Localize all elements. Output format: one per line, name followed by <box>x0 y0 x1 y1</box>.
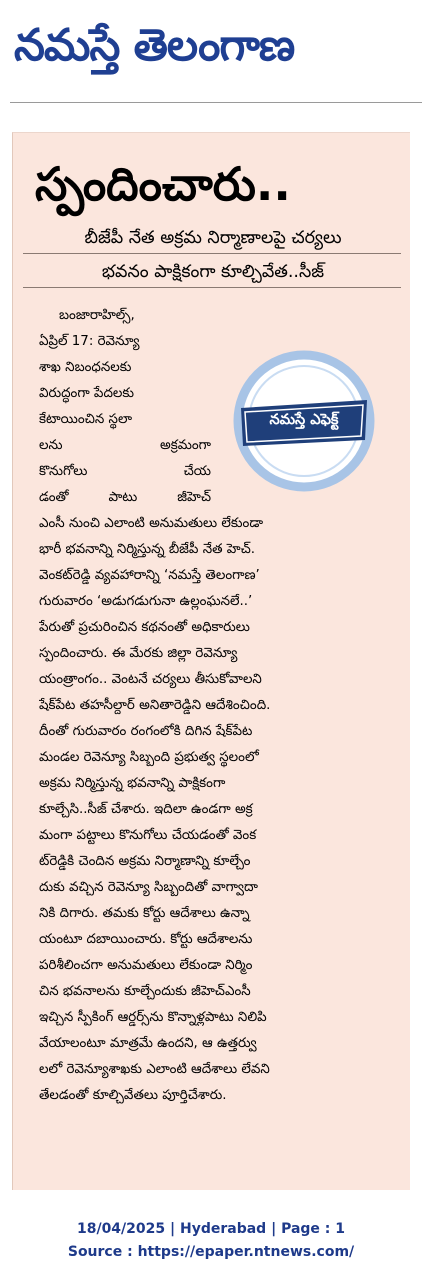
body-line: పరిశీలించగా అనుమతులు లేకుండా నిర్మిం <box>39 958 253 973</box>
body-line: లను అక్రమంగా <box>39 438 211 453</box>
footer-city: Hyderabad <box>180 1221 267 1237</box>
masthead <box>0 0 422 104</box>
body-line: గురువారం ‘అడుగడుగునా ఉల్లంఘనలే..’ <box>39 594 253 609</box>
masthead-divider <box>10 102 422 103</box>
body-line: శాఖ నిబంధనలకు <box>39 360 132 375</box>
body-line: మండల రెవెన్యూ సిబ్బంది ప్రభుత్వ స్థలంలో <box>39 750 259 765</box>
body-line: పేరుతో ప్రచురించిన కథనంతో అధికారులు <box>39 620 250 635</box>
footer-edition-info <box>0 1218 422 1240</box>
article-headline: స్పందించారు.. <box>35 157 291 211</box>
emblem-label: నమస్తే ఎఫెక్ట్ <box>269 412 339 428</box>
article-subhead-1: బీజేపీ నేత అక్రమ నిర్మాణాలపై చర్యలు <box>84 228 342 248</box>
footer-page: Page : 1 <box>281 1221 346 1237</box>
body-line: యంటూ దబాయించారు. కోర్టు ఆదేశాలను <box>39 932 253 947</box>
body-line: ఇచ్చిన స్పీకింగ్ ఆర్డర్స్‌ను కొన్నాళ్లపాటు నిలిపి <box>39 1010 267 1025</box>
newspaper-logo: నమస్తే తెలంగాణ <box>14 20 295 71</box>
news-article <box>12 132 410 1190</box>
namaste-effect-emblem <box>231 348 377 494</box>
footer-separator: | <box>266 1221 282 1237</box>
body-line: లలో రెవెన్యూశాఖకు ఎలాంటి ఆదేశాలు లేవని <box>39 1062 270 1077</box>
body-line: విరుద్ధంగా పేదలకు <box>39 386 135 401</box>
body-line: భారీ భవనాన్ని నిర్మిస్తున్న బీజేపీ నేత హెచ్. <box>39 542 256 557</box>
body-line: ఎంసీ నుంచి ఎలాంటి అనుమతులు లేకుండా <box>39 516 263 531</box>
body-line: స్పందించారు. ఈ మేరకు జిల్లా రెవెన్యూ <box>39 646 238 661</box>
body-line: నికి దిగారు. తమకు కోర్టు ఆదేశాలు ఉన్నా <box>39 906 250 921</box>
body-line: కూల్చేసి..సీజ్ చేశారు. ఇదిలా ఉండగా అక్ర <box>39 802 253 817</box>
footer-source <box>0 1241 422 1263</box>
body-line: తేలడంతో కూల్చివేతలు పూర్తిచేశారు. <box>39 1088 227 1103</box>
body-line: మంగా పట్టాలు కొనుగోలు చేయడంతో వెంక <box>39 828 257 843</box>
subhead-divider <box>23 287 401 288</box>
body-line: ఏప్రిల్ 17: రెవెన్యూ <box>39 334 140 349</box>
subhead-divider <box>23 253 401 254</box>
body-line: వెంకట్‌రెడ్డి వ్యవహారాన్ని ‘నమస్తే తెలంగాణ’ <box>39 568 260 583</box>
article-subhead-2: భవనం పాక్షికంగా కూల్చివేత..సీజ్ <box>101 262 325 282</box>
body-line: బంజారాహిల్స్, <box>59 308 135 323</box>
body-line: షేక్‌పేట తహసీల్దార్ అనితారెడ్డిని ఆదేశించింది. <box>39 698 271 713</box>
body-line: చిన భవనాలను కూల్చేందుకు జీహెచ్‌ఎంసీ <box>39 984 251 999</box>
body-line: దీంతో గురువారం రంగంలోకి దిగిన షేక్‌పేట <box>39 724 253 739</box>
footer-source-link[interactable]: https://epaper.ntnews.com/ <box>137 1244 355 1260</box>
body-line: డంతో పాటు జీహెచ్ <box>39 490 211 505</box>
body-line: దుకు వచ్చిన రెవెన్యూ సిబ్బందితో వాగ్వాదా <box>39 880 258 895</box>
footer-source-label: Source : <box>67 1244 138 1260</box>
body-line: అక్రమ నిర్మిస్తున్న భవనాన్ని పాక్షికంగా <box>39 776 226 791</box>
footer-separator: | <box>165 1221 180 1237</box>
body-line: వేయాలంటూ మాత్రమే ఉందని, ఆ ఉత్తర్వు <box>39 1036 257 1051</box>
footer-date: 18/04/2025 <box>76 1221 166 1237</box>
body-line: కేటాయించిన స్థలా <box>39 412 132 427</box>
body-line: యంత్రాంగం.. వెంటనే చర్యలు తీసుకోవాలని <box>39 672 262 687</box>
body-line: కొనుగోలు చేయ <box>39 464 211 479</box>
body-line: ట్‌రెడ్డికి చెందిన అక్రమ నిర్మాణాన్ని కూల్చేం <box>39 854 251 869</box>
